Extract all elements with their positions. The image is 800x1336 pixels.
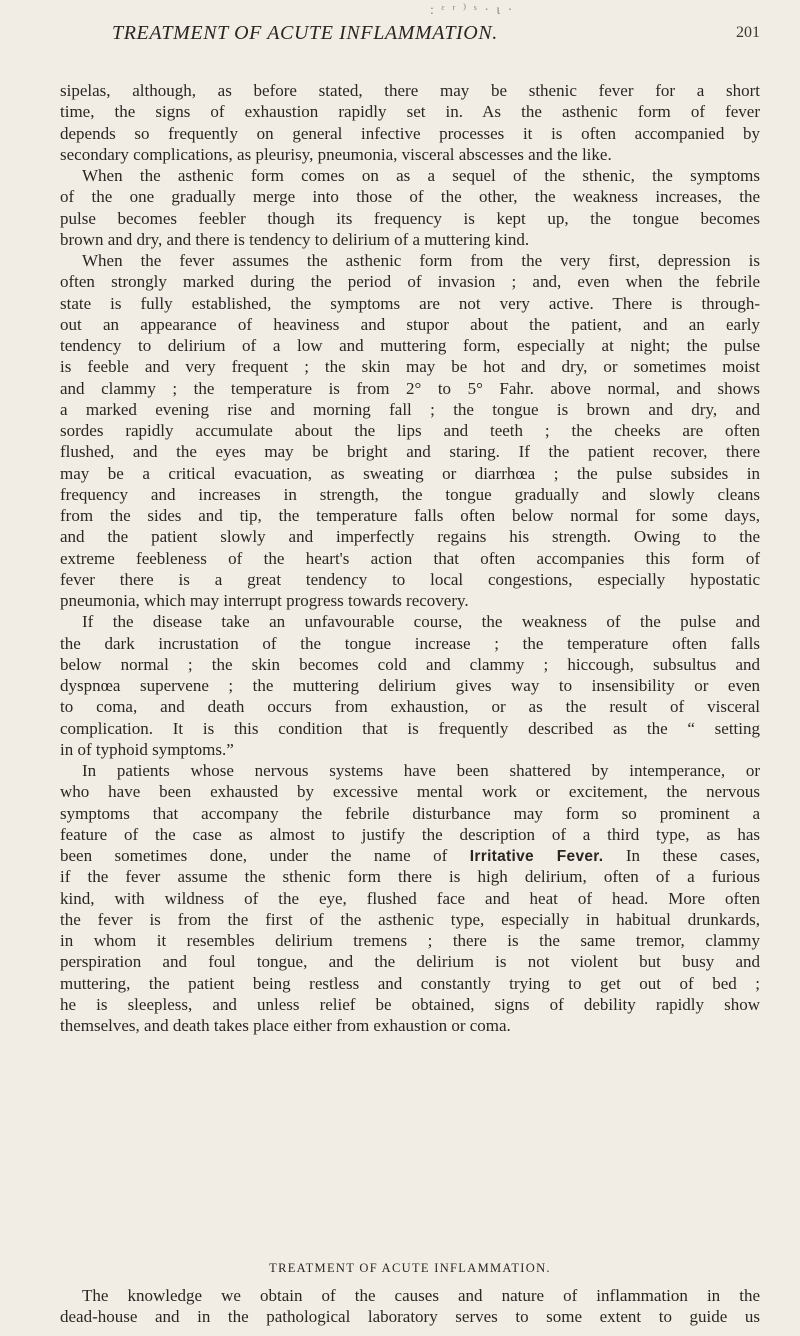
text-line: extreme feebleness of the heart's action that often accompanies this form of <box>60 548 760 568</box>
text-line: frequency and increases in strength, the tongue gradually and slowly cleans <box>60 484 760 504</box>
text-line: to coma, and death occurs from exhaustion, or as the result of visceral <box>60 697 760 717</box>
text-line: feature of the case as almost to justify the description of a third type, as has <box>60 824 760 844</box>
text-line: in of typhoid symptoms.” <box>60 739 234 759</box>
text-fragment: been sometimes done, under the name of <box>60 846 448 865</box>
text-line: he is sleepless, and unless relief be obtained, signs of debility rapidly show <box>60 994 760 1014</box>
section-heading: TREATMENT OF ACUTE INFLAMMATION. <box>269 1261 551 1275</box>
text-line: the fever is from the first of the asthenic type, especially in habitual drunkards, <box>60 909 760 929</box>
text-fragment: In these cases, <box>625 846 761 865</box>
text-line: pulse becomes feebler though its frequency is kept up, the tongue becomes <box>60 208 760 228</box>
text-line: secondary complications, as pleurisy, pneumonia, visceral abscesses and the like. <box>60 144 612 164</box>
text-line: a marked evening rise and morning fall ; the tongue is brown and dry, and <box>60 399 760 419</box>
paragraph-start: When the asthenic form comes on as a sequel of the sthenic, the symptoms <box>82 166 760 185</box>
text-line: in whom it resembles delirium tremens ; there is the same tremor, clammy <box>60 931 760 950</box>
text-line: time, the signs of exhaustion rapidly set in. As the asthenic form of fever <box>60 102 760 122</box>
text-line: often strongly marked during the period of invasion ; and, even when the febrile <box>60 272 760 292</box>
text-line: of the one gradually merge into those of the other, the weakness increases, the <box>60 187 760 207</box>
text-line: if the fever assume the sthenic form there is high delirium, often of a furious <box>60 867 760 887</box>
running-title: TREATMENT OF ACUTE INFLAMMATION. <box>112 22 498 44</box>
text-line: perspiration and foul tongue, and the delirium is not violent but busy and <box>60 952 760 972</box>
text-line: brown and dry, and there is tendency to delirium of a muttering kind. <box>60 229 530 249</box>
text-line: symptoms that accompany the febrile disturbance may form so prominent a <box>60 803 760 823</box>
page-number: 201 <box>736 24 760 41</box>
text-line: kind, with wildness of the eye, flushed face and heat of head. More often <box>60 888 760 908</box>
text-line: depends so frequently on general infective processes it is often accompanied by <box>60 123 760 143</box>
text-line: and clammy ; the temperature is from 2° to 5° Fahr. above normal, and shows <box>60 378 760 398</box>
text-line: flushed, and the eyes may be bright and staring. If the patient recover, there <box>60 442 760 462</box>
bold-term: Irritative Fever. <box>469 848 604 865</box>
text-line: muttering, the patient being restless and constantly trying to get out of bed ; <box>60 973 760 993</box>
text-line: sordes rapidly accumulate about the lips and teeth ; the cheeks are often <box>60 421 760 440</box>
text-line: is feeble and very frequent ; the skin may be hot and dry, or sometimes moist <box>60 357 760 377</box>
text-line: below normal ; the skin becomes cold and clammy ; hiccough, subsultus and <box>60 654 760 674</box>
text-line: from the sides and tip, the temperature falls often below normal for some days, <box>60 506 760 525</box>
scan-artifact-text: : ᵋ ʳ ⁾ ˢ · ɩ · <box>430 3 515 18</box>
text-line: themselves, and death takes place either from exhaustion or coma. <box>60 1016 511 1035</box>
text-line: may be a critical evacuation, as sweating or diarrhœa ; the pulse subsides in <box>60 463 760 483</box>
paragraph-start: If the disease take an unfavourable course, the weakness of the pulse and <box>82 612 760 632</box>
paragraph-start: In patients whose nervous systems have been shattered by intemperance, or <box>82 761 760 780</box>
text-line: dead-house and in the pathological laboratory serves to some extent to guide us <box>60 1307 760 1327</box>
text-line: tendency to delirium of a low and muttering form, especially at night; the pulse <box>60 336 760 355</box>
section-body <box>60 1285 760 1328</box>
text-line: complication. It is this condition that is frequently described as the “ setting <box>60 718 760 738</box>
text-line: the dark incrustation of the tongue increase ; the temperature often falls <box>60 633 760 653</box>
text-line-with-term <box>60 845 760 866</box>
body-text <box>60 80 760 1036</box>
text-line: who have been exhausted by excessive mental work or excitement, the nervous <box>60 782 760 802</box>
text-line: fever there is a great tendency to local congestions, especially hypostatic <box>60 569 760 589</box>
running-header <box>60 22 760 52</box>
text-line: out an appearance of heaviness and stupor about the patient, and an early <box>60 314 760 334</box>
text-line: and the patient slowly and imperfectly regains his strength. Owing to the <box>60 527 760 547</box>
text-line: state is fully established, the symptoms are not very active. There is through- <box>60 293 760 313</box>
text-line: pneumonia, which may interrupt progress towards recovery. <box>60 591 469 610</box>
text-line: sipelas, although, as before stated, there may be sthenic fever for a short <box>60 81 760 100</box>
text-line: dyspnœa supervene ; the muttering delirium gives way to insensibility or even <box>60 676 760 695</box>
paragraph-start: When the fever assumes the asthenic form from the very first, depression is <box>82 251 760 270</box>
paragraph-start: The knowledge we obtain of the causes and nature of inflammation in the <box>82 1286 760 1305</box>
